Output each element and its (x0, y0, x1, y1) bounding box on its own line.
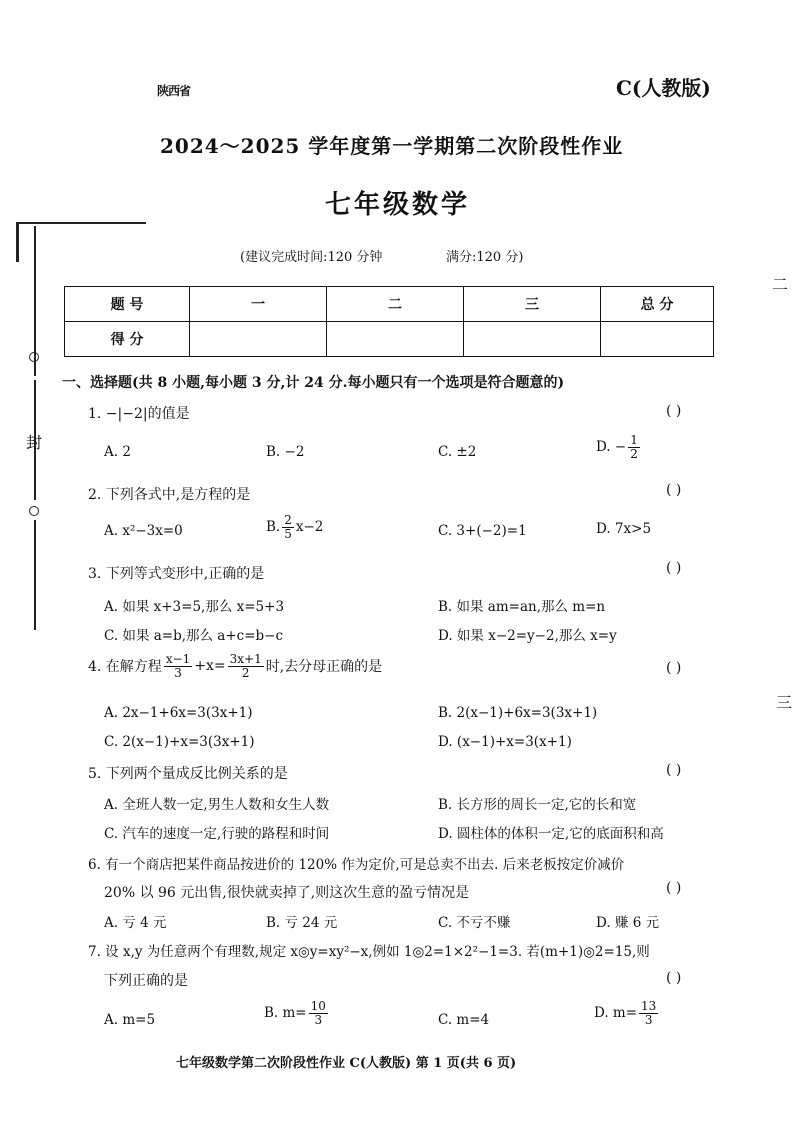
option-b: B. 亏 24 元 (266, 915, 338, 931)
answer-blank[interactable]: ( ) (666, 660, 682, 676)
option-a: A. 全班人数一定,男生人数和女生人数 (104, 797, 330, 813)
fraction (628, 434, 640, 460)
option-d-label: D. − (596, 439, 627, 456)
fraction-num: x−1 (165, 652, 191, 666)
binding-line (34, 520, 36, 630)
option-c: C. 不亏不赚 (438, 915, 511, 931)
question-stem: 5. 下列两个量成反比例关系的是 (88, 766, 288, 782)
option-b: B. 长方形的周长一定,它的长和宽 (438, 797, 637, 813)
option-d: D. 圆柱体的体积一定,它的底面积和高 (438, 826, 664, 842)
option-b (266, 514, 323, 540)
edition-label: C(人教版) (616, 76, 711, 100)
answer-blank[interactable]: ( ) (666, 762, 682, 778)
fraction (639, 1000, 658, 1026)
option-a: A. 2 (104, 444, 131, 460)
side-char: 三 (776, 693, 793, 712)
question-stem (88, 653, 382, 679)
option-d (596, 434, 642, 460)
option-c: C. ±2 (438, 444, 477, 460)
stamp-mark: 陕西省 (157, 84, 191, 98)
score-cell: 一 (190, 287, 327, 322)
answer-blank[interactable]: ( ) (666, 482, 682, 498)
question-stem-line2: 20% 以 96 元出售,很快就卖掉了,则这次生意的盈亏情况是 (104, 885, 470, 901)
binding-line (16, 222, 19, 262)
score-table (64, 286, 714, 357)
seal-char: 封 (26, 433, 43, 452)
question-stem: 3. 下列等式变形中,正确的是 (88, 566, 265, 582)
option-b: B. 如果 am=an,那么 m=n (438, 599, 606, 615)
fraction (164, 653, 192, 679)
option-b: B. 2(x−1)+6x=3(3x+1) (438, 705, 598, 721)
binding-hole (29, 506, 39, 516)
stem-part: 时,去分母正确的是 (265, 659, 383, 676)
answer-blank[interactable]: ( ) (666, 880, 682, 896)
fraction-den: 3 (314, 1012, 323, 1027)
exam-title: 2024～2025 学年度第一学期第二次阶段性作业 (160, 134, 624, 158)
option-b: B. −2 (266, 444, 305, 460)
option-c: C. 3+(−2)=1 (438, 523, 527, 539)
question-stem: 7. 设 x,y 为任意两个有理数,规定 x◎y=xy²−x,例如 1◎2=1×2²−1=3. 若(m+1)◎2=15,则 (88, 944, 650, 960)
stem-part: +x= (194, 658, 226, 675)
option-b-label: B. (266, 519, 281, 536)
option-d (594, 1000, 660, 1026)
score-cell: 三 (464, 287, 601, 322)
score-cell: 二 (327, 287, 464, 322)
binding-line (16, 222, 146, 224)
answer-blank[interactable]: ( ) (666, 560, 682, 576)
fraction (228, 653, 264, 679)
score-table-header-row (65, 287, 714, 322)
option-b (264, 1000, 330, 1026)
option-b-label: B. m= (264, 1005, 307, 1022)
option-a: A. 亏 4 元 (104, 915, 167, 931)
fraction-num: 1 (630, 433, 638, 447)
question-stem: 2. 下列各式中,是方程的是 (88, 487, 251, 503)
fraction-den: 2 (241, 665, 250, 680)
option-d-label: D. m= (594, 1005, 638, 1022)
stem-part: 4. 在解方程 (88, 659, 162, 676)
option-a: A. m=5 (104, 1012, 156, 1028)
fraction-num: 13 (641, 999, 657, 1013)
score-label-cell: 得 分 (65, 322, 190, 357)
score-cell: 总 分 (601, 287, 714, 322)
fraction-num: 3x+1 (229, 652, 262, 666)
option-d: D. 如果 x−2=y−2,那么 x=y (438, 628, 617, 644)
score-blank-cell[interactable] (601, 322, 714, 357)
score-hint: 满分:120 分) (446, 250, 524, 265)
option-a: A. x²−3x=0 (104, 523, 183, 539)
score-cell: 题 号 (65, 287, 190, 322)
page-footer: 七年级数学第二次阶段性作业 C(人教版) 第 1 页(共 6 页) (176, 1056, 517, 1071)
option-c: C. m=4 (438, 1012, 490, 1028)
answer-blank[interactable]: ( ) (666, 403, 682, 419)
option-c: C. 2(x−1)+x=3(3x+1) (104, 734, 255, 750)
option-d: D. (x−1)+x=3(x+1) (438, 734, 572, 750)
option-d: D. 7x>5 (596, 521, 652, 537)
score-blank-cell[interactable] (327, 322, 464, 357)
fraction (309, 1000, 328, 1026)
fraction-den: 2 (630, 446, 638, 461)
question-stem: 6. 有一个商店把某件商品按进价的 120% 作为定价,可是总卖不出去. 后来老板按定价减价 (88, 857, 625, 873)
side-char: 二 (772, 275, 789, 294)
option-c: C. 如果 a=b,那么 a+c=b−c (104, 628, 284, 644)
option-c: C. 汽车的速度一定,行驶的路程和时间 (104, 826, 330, 842)
option-a: A. 2x−1+6x=3(3x+1) (104, 705, 253, 721)
answer-blank[interactable]: ( ) (666, 970, 682, 986)
question-stem-line2: 下列正确的是 (104, 973, 188, 989)
binding-hole (29, 352, 39, 362)
fraction-den: 3 (174, 665, 182, 680)
score-blank-cell[interactable] (464, 322, 601, 357)
fraction-num: 10 (310, 999, 326, 1013)
fraction-den: 3 (644, 1012, 653, 1027)
fraction-num: 2 (284, 513, 292, 527)
score-blank-cell[interactable] (190, 322, 327, 357)
option-d: D. 赚 6 元 (596, 915, 660, 931)
subject-title: 七年级数学 (325, 190, 471, 220)
fraction-den: 5 (284, 526, 292, 541)
fraction (282, 514, 294, 540)
question-stem: 1. −|−2|的值是 (88, 406, 190, 422)
score-table-score-row (65, 322, 714, 357)
time-hint: (建议完成时间:120 分钟 (240, 250, 383, 265)
section-heading: 一、选择题(共 8 小题,每小题 3 分,计 24 分.每小题只有一个选项是符合题意的) (62, 375, 565, 391)
option-b-tail: x−2 (295, 519, 324, 536)
option-a: A. 如果 x+3=5,那么 x=5+3 (104, 599, 285, 615)
